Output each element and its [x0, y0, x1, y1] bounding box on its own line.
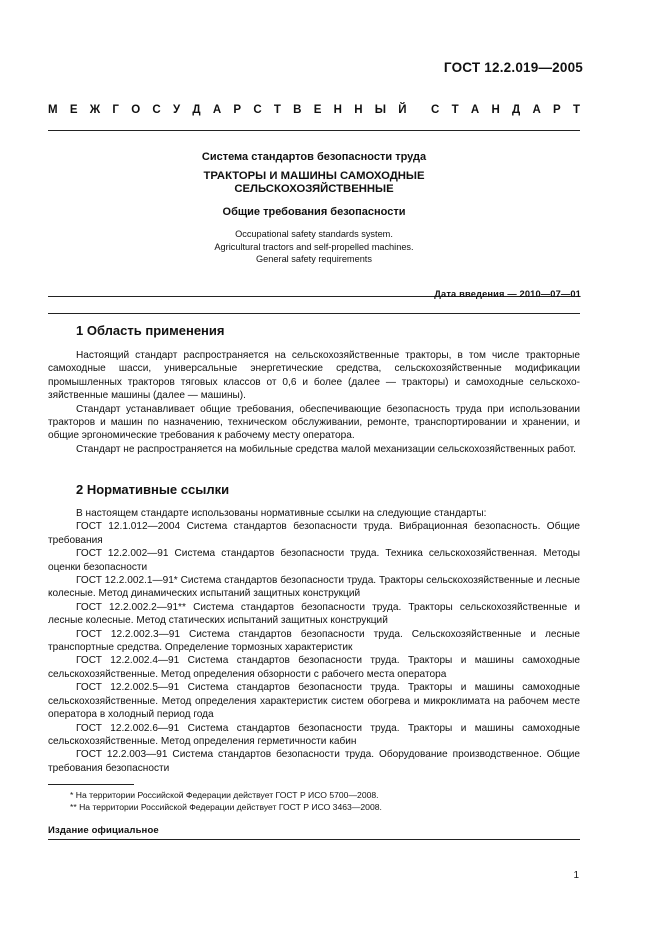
standards-series: Система стандартов безопасности труда [201, 151, 427, 163]
type-letter: А [470, 104, 480, 116]
type-letter: Т [451, 104, 459, 116]
type-letter: С [152, 104, 161, 116]
paragraph: Стандарт устанавливает общие требования, обеспечивающие безопасность труда при использовании тракторов и машин по назначению, техническом обслуживании, ремонте, транспортировании и хранении, и общие эргономические требования к рабочему месту оператора. [48, 403, 580, 442]
footnote: * На территории Российской Федерации действует ГОСТ Р ИСО 5700—2008. [70, 790, 379, 800]
type-letter: Д [192, 104, 201, 116]
type-letter: Ж [89, 104, 101, 116]
type-letter: Д [512, 104, 521, 116]
type-letter: Е [69, 104, 78, 116]
date-divider [48, 313, 580, 314]
reference-entry: ГОСТ 12.2.002—91 Система стандартов безопасности труда. Техника сельскохозяйственная. Методы оценки безопасности [48, 548, 580, 573]
type-letter: Н [491, 104, 500, 116]
footnote: ** На территории Российской Федерации действует ГОСТ Р ИСО 3463—2008. [70, 802, 382, 813]
footnotes [48, 789, 580, 814]
type-letter: Т [273, 104, 281, 116]
english-title-line: Occupational safety standards system. [235, 229, 393, 239]
reference-entry: ГОСТ 12.1.012—2004 Система стандартов безопасности труда. Вибрационная безопасность. Общие требования [48, 521, 580, 546]
document-subtitle: Общие требования безопасности [222, 206, 406, 218]
reference-entry: ГОСТ 12.2.002.3—91 Система стандартов безопасности труда. Сельскохозяйственные и лесные транспортные средства. Определение тормозных характеристик [48, 628, 580, 654]
reference-entry: ГОСТ 12.2.003—91 Система стандартов безопасности труда. Оборудование производственное. Общие требования безопасности [48, 749, 580, 774]
standard-type-heading [48, 104, 580, 116]
section-normative-references [48, 481, 580, 775]
document-title-line: ТРАКТОРЫ И МАШИНЫ САМОХОДНЫЕ [203, 170, 425, 182]
type-letter: О [131, 104, 141, 116]
section-heading: 2 Нормативные ссылки [76, 482, 230, 497]
type-letter: С [253, 104, 262, 116]
reference-entry: ГОСТ 12.2.002.6—91 Система стандартов безопасности труда. Тракторы и машины самоходные сельскохозяйственные. Метод определения герметичности кабин [48, 722, 580, 747]
type-letter: Г [112, 104, 119, 116]
reference-entry: ГОСТ 12.2.002.5—91 Система стандартов безопасности труда. Тракторы и машины самоходные сельскохозяйственные. Метод определения характеристик систем обогрева и микроклимата на рабочем месте оператора в холодный период года [48, 682, 580, 721]
header-divider [48, 130, 580, 131]
page-number: 1 [573, 870, 579, 881]
document-title [48, 170, 580, 196]
type-letter: А [532, 104, 541, 116]
document-title-line: СЕЛЬСКОХОЗЯЙСТВЕННЫЕ [234, 183, 394, 195]
reference-entry: ГОСТ 12.2.002.1—91* Система стандартов безопасности труда. Тракторы сельскохозяйственные и лесные колесные. Метод динамических испытаний защитных конструкций [48, 575, 580, 600]
type-letter: Н [333, 104, 342, 116]
official-edition-label: Издание официальное [48, 825, 159, 836]
type-letter: Й [398, 104, 407, 116]
type-letter: А [212, 104, 222, 116]
document-number: ГОСТ 12.2.019—2005 [443, 60, 583, 75]
section-heading: 1 Область применения [76, 323, 225, 338]
type-letter: М [48, 104, 58, 116]
type-letter: В [293, 104, 302, 116]
introduction-date: Дата введения — 2010—07—01 [434, 289, 581, 299]
footnote-divider [48, 784, 134, 785]
english-title-line: General safety requirements [256, 254, 372, 265]
type-letter: Р [233, 104, 242, 116]
paragraph: В настоящем стандарте использованы нормативные ссылки на следующие стандарты: [76, 508, 487, 519]
english-title [48, 228, 580, 266]
english-title-line: Agricultural tractors and self-propelled machines. [214, 241, 414, 252]
reference-entry: ГОСТ 12.2.002.4—91 Система стандартов безопасности труда. Тракторы и машины самоходные сельскохозяйственные. Метод определения обзорности с рабочего места оператора [48, 655, 580, 680]
paragraph: Настоящий стандарт распространяется на сельскохозяйственные тракторы, в том числе тракторные самоходные шасси, универсальные энергетические средства, сельскохозяйственные модификации промышленных тракторов тяговых классов от 0,6 и более (далее — тракторы) и самоходные сельскохозяйственные машины (далее — машины). [48, 350, 580, 402]
footer-divider [48, 839, 580, 840]
type-letter: Н [354, 104, 363, 116]
type-letter: У [172, 104, 181, 116]
type-letter: Р [553, 104, 561, 116]
type-letter: С [431, 104, 440, 116]
type-letter: Ы [374, 104, 387, 116]
reference-entry: ГОСТ 12.2.002.2—91** Система стандартов безопасности труда. Тракторы сельскохозяйственные и лесные колесные. Метод статических испытаний защитных конструкций [48, 601, 580, 627]
paragraph: Стандарт не распространяется на мобильные средства малой механизации сельскохозяйственных работ. [76, 443, 576, 455]
type-letter: Е [313, 104, 322, 116]
section-scope [48, 322, 580, 456]
type-letter: Т [572, 104, 580, 116]
